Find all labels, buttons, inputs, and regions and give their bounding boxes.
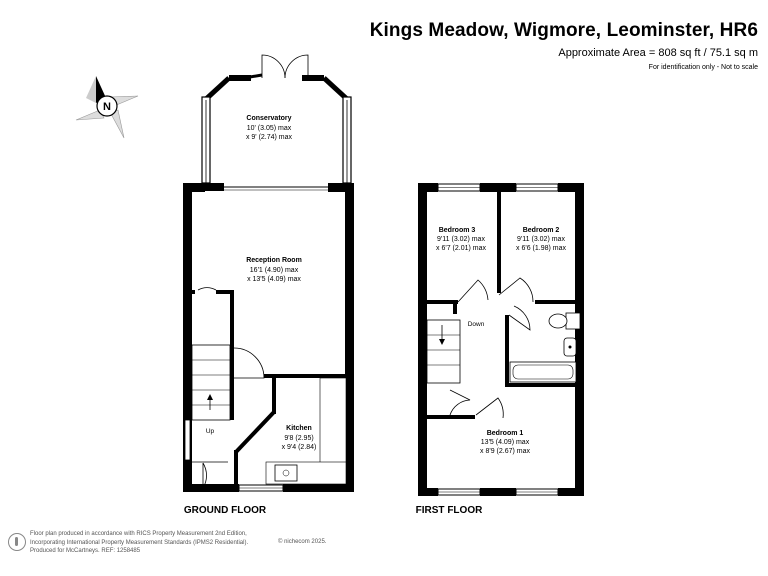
bedroom2-dim2: x 6'6 (1.98) max <box>516 245 566 252</box>
scale-note: For identification only - Not to scale <box>648 64 758 71</box>
bedroom1-dim1: 13'5 (4.09) max <box>480 439 530 446</box>
copyright: © nichecom 2025. <box>278 539 327 545</box>
compass-icon <box>76 76 138 138</box>
footer-line-3: Produced for McCartneys. REF: 1258485 <box>30 548 141 554</box>
kitchen-dim1: 9'8 (2.95) <box>284 435 314 442</box>
first-floor-label: FIRST FLOOR <box>415 505 483 516</box>
kitchen-name: Kitchen <box>286 425 312 432</box>
approximate-area: Approximate Area = 808 sq ft / 75.1 sq m <box>558 47 758 59</box>
property-title: Kings Meadow, Wigmore, Leominster, HR6 <box>369 20 758 41</box>
bedroom3-dim2: x 6'7 (2.01) max <box>436 245 486 252</box>
bedroom2-dim1: 9'11 (3.02) max <box>517 236 565 243</box>
conservatory-dim2: x 9' (2.74) max <box>245 134 293 141</box>
reception-dim1: 16'1 (4.90) max <box>249 267 299 274</box>
compass-letter: N <box>103 101 111 113</box>
ground-floor-label: GROUND FLOOR <box>183 505 267 516</box>
footer-line-2: Incorporating International Property Measurement Standards (IPMS2 Residential). <box>30 539 249 546</box>
bedroom3-dim1: 9'11 (3.02) max <box>437 236 485 243</box>
footer-text <box>30 530 248 556</box>
stairs-up-label: Up <box>205 428 215 435</box>
conservatory-dim1: 10' (3.05) max <box>246 125 292 132</box>
reception-dim2: x 13'5 (4.09) max <box>247 276 301 283</box>
bedroom1-name: Bedroom 1 <box>486 430 524 437</box>
kitchen-dim2: x 9'4 (2.84) <box>281 444 317 451</box>
bedroom3-name: Bedroom 3 <box>438 227 476 234</box>
conservatory-name: Conservatory <box>246 115 292 122</box>
footer-line-1: Floor plan produced in accordance with RICS Property Measurement 2nd Edition, <box>30 531 247 537</box>
stairs-down-label: Down <box>467 321 485 328</box>
rics-icon <box>8 533 26 551</box>
bedroom2-name: Bedroom 2 <box>522 227 560 234</box>
bedroom1-dim2: x 8'9 (2.67) max <box>480 448 530 455</box>
reception-name: Reception Room <box>246 257 302 264</box>
